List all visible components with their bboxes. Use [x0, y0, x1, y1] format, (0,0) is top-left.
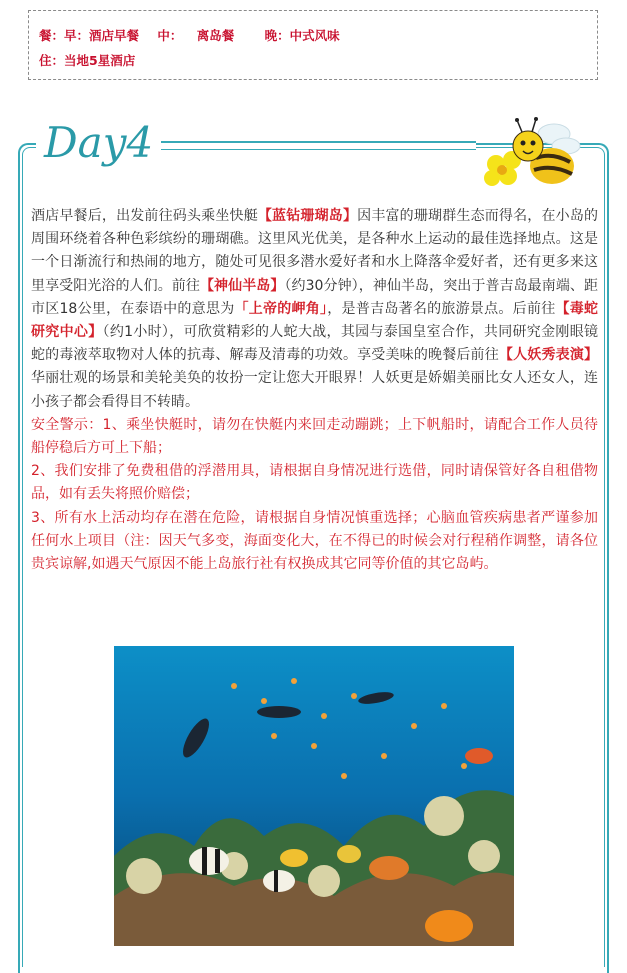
title-rule: [146, 141, 476, 150]
safety-warning-3: 3、所有水上活动均存在潜在危险，请根据自身情况慎重选择；心脑血管疾病患者严谨参加任何水上项目（注：因天气多变，海面变化大，在不得已的时候会对行程稍作调整，请各位贵宾谅解,如遇天气原因不能上岛旅行社有权换成其它同等价值的其它岛屿。: [31, 509, 598, 573]
paragraph-text: 华丽壮观的场景和美轮美奂的妆扮一定让您大开眼界！人妖更是娇媚美丽比女人还女人，连小孩子都会看得目不转睛。: [31, 370, 598, 410]
day-description: [31, 205, 598, 576]
hotel-info: 住：当地5星酒店: [39, 53, 136, 68]
paragraph-text: （约30分钟），神仙半岛，突出于普吉岛最南端、距市区18公里，在泰语中的意思为: [31, 277, 598, 317]
paragraph-text: （约1小时），可欣赏精彩的人蛇大战，其园与泰国皇室合作，共同研究金刚眼镜蛇的毒液萃取物对人体的抗毒、解毒及清毒的功效。享受美味的晚餐后前往: [31, 324, 599, 364]
highlight-place: 「上帝的岬角」: [234, 300, 328, 317]
lunch-label: 中：: [157, 28, 183, 43]
dinner-info: 晚：中式风味: [264, 28, 340, 43]
highlight-place: 【人妖秀表演】: [498, 347, 598, 364]
highlight-place: 【神仙半岛】: [199, 277, 285, 294]
lunch-info: 离岛餐: [196, 28, 235, 43]
highlight-place: 【蓝钻珊瑚岛】: [257, 208, 358, 224]
meal-info-box: [28, 10, 598, 80]
day-title: Day4: [36, 116, 161, 170]
paragraph-text: 酒店早餐后，出发前往码头乘坐快艇: [31, 208, 258, 224]
flower-icon: [484, 151, 521, 186]
safety-warning-1: 安全警示：1、乘坐快艇时，请勿在快艇内来回走动蹦跳；上下帆船时，请配合工作人员待船停稳后方可上下船；: [31, 416, 598, 457]
bee-icon: [484, 112, 584, 194]
paragraph-text: ，是普吉岛著名的旅游景点。后前往: [327, 300, 556, 317]
coral-reef-photo: [114, 646, 514, 946]
breakfast-info: 餐：早：酒店早餐: [39, 28, 140, 43]
highlight-place: 【毒蛇研究中心】: [31, 300, 598, 341]
paragraph-text: 因丰富的珊瑚群生态而得名，在小岛的周围环绕着各种色彩缤纷的珊瑚礁。这里风光优美，是各种水上运动的最佳选择地点。这是一个日渐流行和热闹的地方，随处可见很多潜水爱好者和水上降落伞爱好者，还有更多来这里享受阳光浴的人们。前往: [31, 208, 599, 294]
itinerary-paragraph: [31, 205, 598, 414]
meal-line: [39, 23, 597, 48]
safety-warning-2: 2、我们安排了免费租借的浮潜用具，请根据自身情况进行选借，同时请保管好各自租借物品，如有丢失将照价赔偿；: [31, 463, 598, 503]
